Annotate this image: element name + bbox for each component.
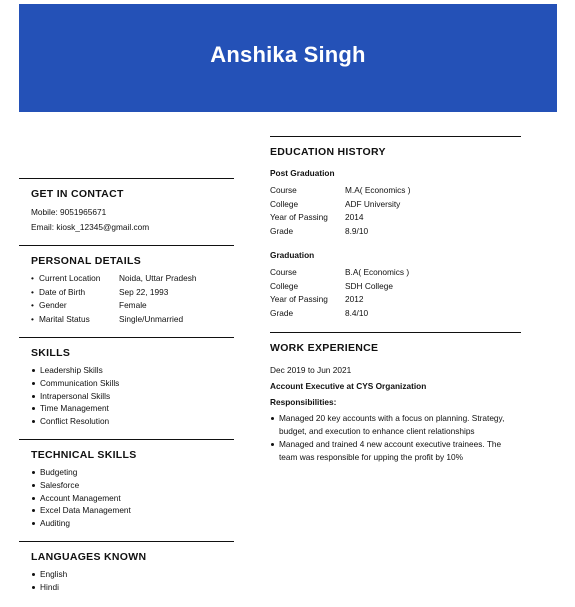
right-column	[270, 136, 521, 475]
languages-section	[19, 541, 234, 594]
personal-section	[19, 245, 234, 326]
list-item: Auditing	[31, 517, 234, 530]
education-row	[270, 184, 521, 198]
work-resp-title: Responsibilities:	[270, 397, 337, 407]
education-value: B.A( Economics )	[345, 267, 410, 277]
personal-value: Noida, Uttar Pradesh	[119, 273, 197, 283]
personal-row	[31, 313, 234, 327]
education-row	[270, 293, 521, 307]
list-item: Conflict Resolution	[31, 415, 234, 428]
skills-title: SKILLS	[31, 347, 71, 359]
list-item: Communication Skills	[31, 377, 234, 390]
work-title: WORK EXPERIENCE	[270, 342, 379, 354]
skills-list	[19, 364, 234, 428]
languages-title: LANGUAGES KNOWN	[31, 550, 147, 563]
bullet-icon: •	[31, 286, 34, 297]
personal-value: Female	[119, 300, 147, 310]
list-item: Intrapersonal Skills	[31, 390, 234, 403]
personal-label: Date of Birth	[39, 286, 86, 297]
education-label: Grade	[270, 225, 294, 236]
education-title: EDUCATION HISTORY	[270, 146, 386, 158]
education-value: 8.9/10	[345, 225, 369, 236]
education-heading: Post Graduation	[270, 168, 335, 178]
list-item: Hindi	[31, 581, 234, 594]
education-row	[270, 225, 521, 239]
technical-title: TECHNICAL SKILLS	[31, 448, 137, 461]
list-item: Salesforce	[31, 479, 234, 492]
bullet-icon: •	[31, 313, 34, 324]
education-label: Course	[270, 185, 297, 195]
personal-label: Current Location	[39, 273, 101, 283]
personal-value: Single/Unmarried	[119, 313, 184, 324]
personal-label: Gender	[39, 300, 67, 310]
bullet-icon: •	[31, 300, 34, 310]
education-value: ADF University	[345, 198, 401, 209]
list-item: Excel Data Management	[31, 504, 234, 517]
list-item: English	[31, 568, 234, 581]
education-value: M.A( Economics )	[345, 185, 411, 195]
personal-row	[31, 272, 234, 286]
personal-title: PERSONAL DETAILS	[31, 255, 142, 267]
work-section	[270, 332, 521, 464]
personal-row	[31, 286, 234, 300]
education-row	[270, 198, 521, 212]
education-section	[270, 136, 521, 320]
technical-section	[19, 439, 234, 530]
education-row	[270, 307, 521, 321]
contact-section	[19, 178, 234, 234]
skills-section	[19, 337, 234, 428]
work-dates: Dec 2019 to Jun 2021	[270, 365, 352, 375]
education-label: College	[270, 198, 299, 209]
education-block	[270, 250, 521, 320]
header-banner	[19, 4, 557, 112]
education-row	[270, 211, 521, 225]
education-label: Course	[270, 267, 297, 277]
personal-row	[31, 299, 234, 313]
list-item: Time Management	[31, 402, 234, 415]
education-value: 2014	[345, 212, 364, 222]
education-heading: Graduation	[270, 250, 315, 260]
list-item: Managed and trained 4 new account executive trainees. The team was responsible for upping the profit by 10%	[270, 438, 521, 464]
education-value: 2012	[345, 294, 364, 304]
education-label: Year of Passing	[270, 212, 328, 222]
list-item: Budgeting	[31, 466, 234, 479]
technical-list	[19, 466, 234, 530]
education-value: 8.4/10	[345, 307, 369, 318]
education-label: Year of Passing	[270, 294, 328, 304]
list-item: Managed 20 key accounts with a focus on planning. Strategy, budget, and execution to enhance client relationships	[270, 412, 521, 438]
list-item: Account Management	[31, 492, 234, 505]
languages-list	[19, 568, 234, 594]
education-block	[270, 168, 521, 238]
contact-mobile: Mobile: 9051965671	[31, 207, 107, 217]
candidate-name: Anshika Singh	[210, 42, 366, 67]
responsibilities-list	[270, 412, 521, 464]
bullet-icon: •	[31, 273, 34, 283]
education-row	[270, 266, 521, 280]
list-item: Leadership Skills	[31, 364, 234, 377]
personal-label: Marital Status	[39, 313, 90, 324]
education-value: SDH College	[345, 280, 393, 291]
contact-title: GET IN CONTACT	[31, 188, 124, 200]
personal-value: Sep 22, 1993	[119, 286, 169, 297]
work-role: Account Executive at CYS Organization	[270, 381, 427, 391]
education-row	[270, 280, 521, 294]
education-label: Grade	[270, 307, 294, 318]
contact-email: Email: kiosk_12345@gmail.com	[31, 221, 150, 232]
education-label: College	[270, 280, 299, 291]
left-column	[19, 178, 234, 605]
